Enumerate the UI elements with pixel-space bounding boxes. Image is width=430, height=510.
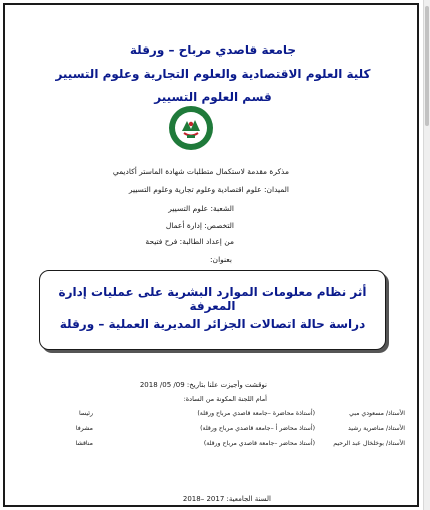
document-page — [3, 3, 419, 507]
specialty-line: التخصص: إدارة أعمال — [165, 221, 234, 230]
memo-line: مذكرة مقدمة لاستكمال متطلبات شهادة الماستر أكاديمي — [112, 167, 289, 176]
jury-rank: (أستاذ محاضر –جامعة قاصدي مرباح ورقلة) — [203, 440, 315, 447]
thesis-title-line-2: دراسة حالة اتصالات الجزائر المديرية العملية – ورقلة — [59, 317, 366, 331]
field-line: الميدان: علوم اقتصادية وعلوم تجارية وعلوم التسيير — [128, 185, 289, 194]
defense-date: نوقشت وأجيزت علنا بتاريخ: 09/ 05/ 2018 — [139, 381, 267, 389]
jury-label: أمام اللجنة المكونة من السادة: — [183, 395, 267, 403]
university-name: جامعة قاصدي مرباح – ورقلة — [129, 43, 297, 57]
vertical-scrollbar[interactable] — [423, 0, 430, 510]
jury-row — [19, 410, 405, 422]
jury-name: الأستاذ/ مسعودي مبي — [349, 410, 405, 417]
jury-name: الأستاذ/ بوخلخال عبد الرحيم — [333, 440, 405, 447]
jury-row — [19, 440, 405, 452]
jury-role: مناقشا — [75, 440, 93, 447]
jury-rank: (أستاذة محاضرة –جامعة قاصدي مرباح ورقلة) — [197, 410, 315, 417]
department-name: قسم العلوم التسيير — [154, 90, 272, 104]
academic-year: السنة الجامعية: 2017 –2018 — [182, 495, 271, 503]
jury-name: الأستاذ/ مناصرية رشيد — [347, 425, 405, 432]
scrollbar-thumb[interactable] — [425, 6, 429, 126]
thesis-title-box — [39, 270, 386, 350]
thesis-title-line-1: أثر نظام معلومات الموارد البشرية على عمليات إدارة المعرفة — [58, 285, 367, 313]
faculty-name: كلية العلوم الاقتصادية والعلوم التجارية وعلوم التسيير — [55, 67, 371, 81]
jury-rank: (أستاذ محاضر أ –جامعة قاصدي مرباح ورقلة) — [200, 425, 315, 432]
jury-role: رئيسا — [79, 410, 93, 417]
title-label: بعنوان: — [210, 255, 232, 264]
branch-line: الشعبة: علوم التسيير — [168, 204, 234, 213]
jury-role: مشرفا — [75, 425, 93, 432]
university-seal-icon — [168, 105, 214, 151]
jury-row — [19, 425, 405, 437]
student-line: من إعداد الطالبة: فرح فتيحة — [145, 237, 234, 246]
